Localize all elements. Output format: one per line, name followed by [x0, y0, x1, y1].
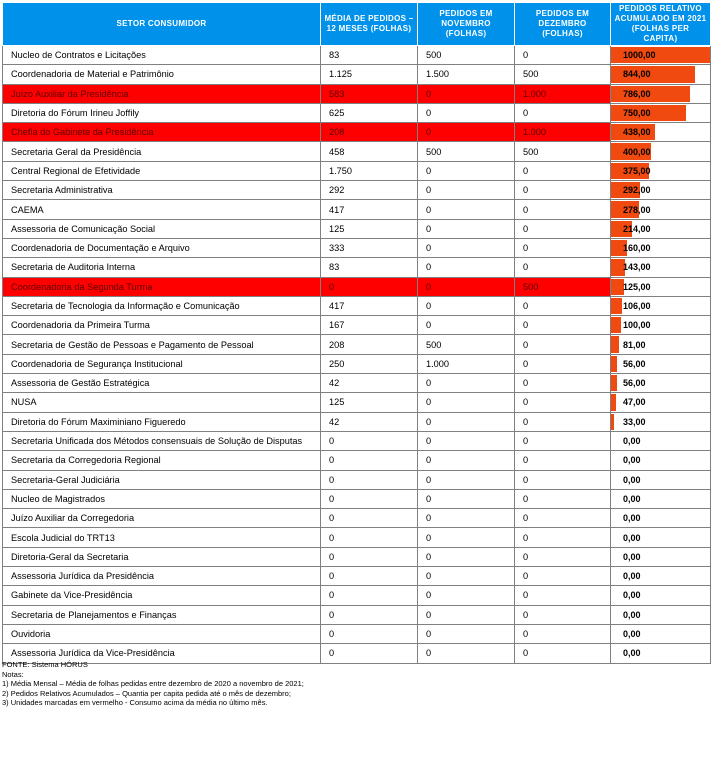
cell-acc: [611, 219, 711, 238]
cell-acc: [611, 46, 711, 65]
cell-nov: 0: [418, 431, 515, 450]
cell-dec: 0: [515, 586, 611, 605]
cell-acc: [611, 547, 711, 566]
cell-avg: 0: [321, 624, 418, 643]
cell-nov: 0: [418, 393, 515, 412]
cell-nov: 0: [418, 624, 515, 643]
cell-avg: 167: [321, 316, 418, 335]
cell-acc: [611, 296, 711, 315]
table-row: [3, 451, 711, 470]
cell-avg: 333: [321, 238, 418, 257]
acc-value: 292,00: [623, 185, 651, 196]
table-row: [3, 103, 711, 122]
cell-acc: [611, 277, 711, 296]
cell-sector: Assessoria Jurídica da Vice-Presidência: [3, 644, 321, 663]
cell-dec: 0: [515, 509, 611, 528]
cell-acc: [611, 509, 711, 528]
table-row: [3, 200, 711, 219]
cell-dec: 0: [515, 354, 611, 373]
acc-value: 0,00: [623, 513, 641, 524]
cell-dec: 0: [515, 431, 611, 450]
cell-sector: Secretaria de Gestão de Pessoas e Pagamento de Pessoal: [3, 335, 321, 354]
cell-acc: [611, 470, 711, 489]
consumption-table: [2, 2, 711, 664]
cell-nov: 0: [418, 277, 515, 296]
cell-nov: 0: [418, 586, 515, 605]
cell-avg: 42: [321, 374, 418, 393]
table-row: [3, 296, 711, 315]
table-row: [3, 238, 711, 257]
table-row: [3, 258, 711, 277]
cell-avg: 417: [321, 296, 418, 315]
cell-nov: 0: [418, 509, 515, 528]
cell-sector: Juízo Auxiliar da Corregedoria: [3, 509, 321, 528]
cell-acc: [611, 451, 711, 470]
cell-sector: Secretaria de Auditoria Interna: [3, 258, 321, 277]
cell-avg: 625: [321, 103, 418, 122]
cell-dec: 500: [515, 65, 611, 84]
cell-avg: 42: [321, 412, 418, 431]
cell-avg: 0: [321, 489, 418, 508]
acc-value: 0,00: [623, 609, 641, 620]
acc-value: 0,00: [623, 474, 641, 485]
table-row: [3, 489, 711, 508]
acc-value: 1000,00: [623, 50, 656, 61]
cell-acc: [611, 412, 711, 431]
cell-dec: 0: [515, 528, 611, 547]
cell-sector: Coordenadoria da Segunda Turma: [3, 277, 321, 296]
cell-dec: 500: [515, 277, 611, 296]
cell-sector: CAEMA: [3, 200, 321, 219]
cell-avg: 0: [321, 547, 418, 566]
cell-dec: 0: [515, 46, 611, 65]
cell-nov: 0: [418, 547, 515, 566]
acc-value: 160,00: [623, 243, 651, 254]
notes-source: FONTE: Sistema HÓRUS: [2, 660, 88, 669]
acc-value: 56,00: [623, 358, 646, 369]
cell-dec: 0: [515, 624, 611, 643]
cell-acc: [611, 431, 711, 450]
table-row: [3, 431, 711, 450]
cell-acc: [611, 335, 711, 354]
table-body: [3, 46, 711, 664]
acc-value: 278,00: [623, 204, 651, 215]
cell-nov: 0: [418, 296, 515, 315]
cell-avg: 0: [321, 586, 418, 605]
cell-dec: 0: [515, 567, 611, 586]
cell-avg: 1.750: [321, 161, 418, 180]
acc-value: 0,00: [623, 455, 641, 466]
table-row: [3, 316, 711, 335]
cell-acc: [611, 65, 711, 84]
cell-sector: Nucleo de Magistrados: [3, 489, 321, 508]
cell-avg: 208: [321, 335, 418, 354]
cell-sector: Diretoria do Fórum Irineu Joffily: [3, 103, 321, 122]
cell-sector: Juízo Auxiliar da Presidência: [3, 84, 321, 103]
cell-nov: 0: [418, 219, 515, 238]
table-row: [3, 161, 711, 180]
cell-nov: 0: [418, 470, 515, 489]
cell-nov: 0: [418, 103, 515, 122]
cell-nov: 0: [418, 528, 515, 547]
acc-value: 106,00: [623, 301, 651, 311]
cell-avg: 458: [321, 142, 418, 161]
cell-sector: Ouvidoria: [3, 624, 321, 643]
acc-value: 438,00: [623, 127, 651, 138]
cell-dec: 0: [515, 489, 611, 508]
acc-value: 47,00: [623, 397, 646, 408]
cell-sector: Nucleo de Contratos e Licitações: [3, 46, 321, 65]
cell-nov: 500: [418, 142, 515, 161]
cell-sector: Assessoria de Comunicação Social: [3, 219, 321, 238]
header-sector: SETOR CONSUMIDOR: [3, 3, 321, 46]
note-line: 2) Pedidos Relativos Acumulados – Quantia per capita pedida até o mês de dezembro;: [2, 688, 291, 698]
acc-value: 0,00: [623, 532, 641, 543]
cell-avg: 0: [321, 451, 418, 470]
cell-acc: [611, 181, 711, 200]
cell-nov: 500: [418, 335, 515, 354]
cell-nov: 0: [418, 644, 515, 663]
table-row: [3, 567, 711, 586]
acc-value: 844,00: [623, 69, 651, 80]
cell-acc: [611, 489, 711, 508]
cell-nov: 0: [418, 412, 515, 431]
cell-dec: 0: [515, 219, 611, 238]
cell-nov: 1.500: [418, 65, 515, 84]
cell-dec: 0: [515, 393, 611, 412]
cell-avg: 292: [321, 181, 418, 200]
cell-dec: 500: [515, 142, 611, 161]
cell-dec: 0: [515, 412, 611, 431]
cell-acc: [611, 316, 711, 335]
table-row: [3, 142, 711, 161]
table-row: [3, 84, 711, 103]
cell-avg: 0: [321, 528, 418, 547]
cell-avg: 0: [321, 431, 418, 450]
cell-acc: [611, 374, 711, 393]
cell-nov: 0: [418, 605, 515, 624]
cell-acc: [611, 644, 711, 663]
cell-sector: Secretaria Unificada dos Métodos consensuais de Solução de Disputas: [3, 431, 321, 450]
cell-dec: 0: [515, 547, 611, 566]
table-row: [3, 547, 711, 566]
table-row: [3, 65, 711, 84]
cell-avg: 583: [321, 84, 418, 103]
cell-avg: 0: [321, 567, 418, 586]
cell-dec: 0: [515, 605, 611, 624]
cell-nov: 0: [418, 451, 515, 470]
cell-dec: 0: [515, 200, 611, 219]
cell-nov: 1.000: [418, 354, 515, 373]
cell-sector: Escola Judicial do TRT13: [3, 528, 321, 547]
note-line: 1) Média Mensal – Média de folhas pedidas entre dezembro de 2020 a novembro de 2021;: [2, 679, 304, 688]
cell-acc: [611, 238, 711, 257]
cell-avg: 125: [321, 393, 418, 412]
cell-sector: Assessoria de Gestão Estratégica: [3, 374, 321, 393]
cell-nov: 0: [418, 489, 515, 508]
table-row: [3, 412, 711, 431]
table-row: [3, 354, 711, 373]
cell-nov: 0: [418, 316, 515, 335]
cell-avg: 0: [321, 644, 418, 663]
cell-avg: 83: [321, 258, 418, 277]
cell-avg: 208: [321, 123, 418, 142]
cell-acc: [611, 586, 711, 605]
cell-dec: 0: [515, 181, 611, 200]
cell-sector: Gabinete da Vice-Presidência: [3, 586, 321, 605]
cell-sector: Coordenadoria de Segurança Institucional: [3, 354, 321, 373]
acc-value: 0,00: [623, 629, 641, 640]
acc-value: 400,00: [623, 146, 651, 157]
cell-dec: 0: [515, 374, 611, 393]
acc-value: 81,00: [623, 339, 646, 350]
cell-sector: Diretoria-Geral da Secretaria: [3, 547, 321, 566]
acc-value: 0,00: [623, 493, 641, 504]
cell-dec: 0: [515, 644, 611, 663]
header-nov: PEDIDOS EM NOVEMBRO (FOLHAS): [418, 3, 515, 46]
note-line: 3) Unidades marcadas em vermelho - Consumo acima da média no último mês.: [2, 698, 268, 707]
cell-sector: Coordenadoria de Material e Patrimônio: [3, 65, 321, 84]
table-row: [3, 219, 711, 238]
cell-acc: [611, 142, 711, 161]
acc-value: 125,00: [623, 281, 651, 292]
table-row: [3, 123, 711, 142]
cell-sector: Secretaria Administrativa: [3, 181, 321, 200]
cell-nov: 0: [418, 181, 515, 200]
table-row: [3, 509, 711, 528]
cell-sector: Diretoria do Fórum Maximiniano Figueredo: [3, 412, 321, 431]
cell-sector: Coordenadoria da Primeira Turma: [3, 316, 321, 335]
cell-acc: [611, 624, 711, 643]
cell-nov: 0: [418, 238, 515, 257]
header-dec: PEDIDOS EM DEZEMBRO (FOLHAS): [515, 3, 611, 46]
cell-avg: 1.125: [321, 65, 418, 84]
cell-nov: 0: [418, 84, 515, 103]
cell-avg: 125: [321, 219, 418, 238]
acc-value: 143,00: [623, 262, 651, 273]
cell-avg: 83: [321, 46, 418, 65]
table-row: [3, 528, 711, 547]
cell-acc: [611, 605, 711, 624]
cell-acc: [611, 567, 711, 586]
cell-dec: 0: [515, 451, 611, 470]
cell-dec: 0: [515, 238, 611, 257]
table-row: [3, 46, 711, 65]
cell-dec: 0: [515, 296, 611, 315]
cell-avg: 0: [321, 605, 418, 624]
acc-value: 750,00: [623, 108, 651, 119]
cell-sector: Coordenadoria de Documentação e Arquivo: [3, 238, 321, 257]
header-avg: MÉDIA DE PEDIDOS – 12 MESES (FOLHAS): [321, 3, 418, 46]
acc-value: 0,00: [623, 436, 641, 447]
acc-value: 0,00: [623, 590, 641, 601]
cell-dec: 0: [515, 316, 611, 335]
table-row: [3, 586, 711, 605]
notes-title: Notas:: [2, 669, 24, 679]
table-header-row: [3, 3, 711, 46]
table-row: [3, 181, 711, 200]
table-row: [3, 374, 711, 393]
cell-dec: 0: [515, 103, 611, 122]
table-row: [3, 335, 711, 354]
acc-value: 0,00: [623, 551, 641, 562]
table-row: [3, 605, 711, 624]
cell-avg: 417: [321, 200, 418, 219]
cell-acc: [611, 200, 711, 219]
table-row: [3, 624, 711, 643]
cell-sector: Secretaria Geral da Presidência: [3, 142, 321, 161]
acc-value: 0,00: [623, 648, 641, 659]
table-row: [3, 277, 711, 296]
notes-block: [2, 660, 304, 708]
cell-sector: Assessoria Jurídica da Presidência: [3, 567, 321, 586]
cell-acc: [611, 354, 711, 373]
cell-nov: 0: [418, 161, 515, 180]
cell-dec: 0: [515, 258, 611, 277]
cell-nov: 0: [418, 567, 515, 586]
cell-acc: [611, 123, 711, 142]
cell-sector: Secretaria de Tecnologia da Informação e Comunicação: [3, 296, 321, 315]
cell-acc: [611, 103, 711, 122]
cell-nov: 0: [418, 258, 515, 277]
acc-value: 100,00: [623, 320, 651, 331]
cell-dec: 0: [515, 470, 611, 489]
acc-value: 214,00: [623, 223, 651, 234]
acc-value: 0,00: [623, 571, 641, 582]
table-row: [3, 470, 711, 489]
cell-nov: 500: [418, 46, 515, 65]
cell-acc: [611, 528, 711, 547]
cell-acc: [611, 393, 711, 412]
cell-sector: Chefia do Gabinete da Presidência: [3, 123, 321, 142]
cell-dec: 1.000: [515, 84, 611, 103]
acc-value: 56,00: [623, 378, 646, 389]
cell-avg: 0: [321, 509, 418, 528]
cell-avg: 0: [321, 277, 418, 296]
cell-sector: Central Regional de Efetividade: [3, 161, 321, 180]
cell-dec: 0: [515, 161, 611, 180]
cell-acc: [611, 84, 711, 103]
cell-nov: 0: [418, 200, 515, 219]
cell-acc: [611, 258, 711, 277]
acc-value: 786,00: [623, 88, 651, 99]
acc-value: 375,00: [623, 165, 651, 176]
cell-dec: 0: [515, 335, 611, 354]
header-acc: PEDIDOS RELATIVO ACUMULADO EM 2021 (FOLHAS PER CAPITA): [611, 3, 711, 46]
cell-dec: 1.000: [515, 123, 611, 142]
acc-value: 33,00: [623, 416, 646, 427]
cell-nov: 0: [418, 374, 515, 393]
table-row: [3, 393, 711, 412]
cell-nov: 0: [418, 123, 515, 142]
cell-avg: 250: [321, 354, 418, 373]
cell-avg: 0: [321, 470, 418, 489]
cell-sector: Secretaria de Planejamentos e Finanças: [3, 605, 321, 624]
cell-sector: Secretaria-Geral Judiciária: [3, 470, 321, 489]
cell-sector: NUSA: [3, 393, 321, 412]
cell-acc: [611, 161, 711, 180]
cell-sector: Secretaria da Corregedoria Regional: [3, 451, 321, 470]
